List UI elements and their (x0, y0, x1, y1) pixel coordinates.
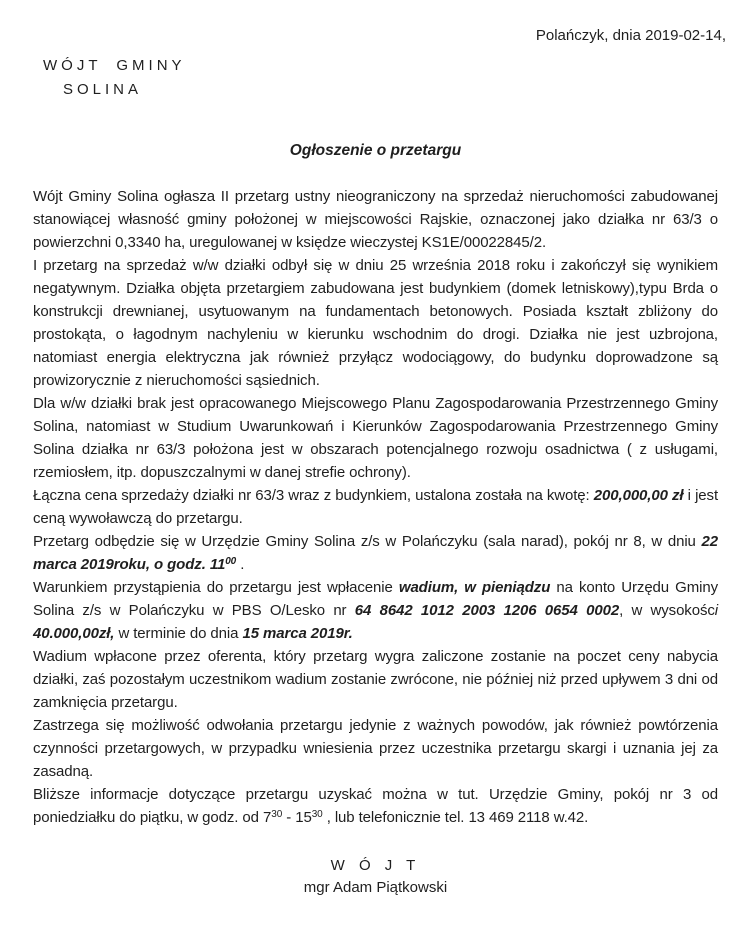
superscript-text: 30 (271, 809, 283, 820)
paragraph-deposit-refund (33, 645, 718, 714)
signature-name: mgr Adam Piątkowski (303, 879, 448, 896)
text-run: na konto Urzędu Gminy Solina z/s w Polańczyku w PBS O/Lesko nr (33, 579, 718, 619)
text-run: Dla w/w działki brak jest opracowanego Miejscowego Planu Zagospodarowania Przestrzennego Gminy Solina, natomiast w Studium Uwarunkowań i Kierunków Zagospodarowania Przestrzennego Gminy Solina działka nr 63/3 położona jest w obszarach potencjalnego rozwoju osadnictwa ( z usługami, rzemiosłem, itp. dopuszczalnymi w danej strefie ochrony). (33, 395, 718, 481)
text-run: Warunkiem przystąpienia do przetargu jest wpłacenie (33, 579, 399, 596)
text-run: Bliższe informacje dotyczące przetargu uzyskać można w tut. Urzędzie Gminy, pokój nr 3 od poniedziałku do piątku, w godz. od 7 (33, 786, 718, 826)
emphasis-text: 22 marca 2019roku, o godz. 11 (33, 533, 718, 573)
text-run: i (714, 602, 718, 619)
text-run: Zastrzega się możliwość odwołania przetargu jedynie z ważnych powodów, jak również powtórzenia czynności przetargowych, w przypadku wniesienia przez uczestnika przetargu skargi i uznania jej za zasadną. (33, 717, 718, 780)
text-run: I przetarg na sprzedaż w/w działki odbył się w dniu 25 września 2018 roku i zakończył się wynikiem negatywnym. Działka objęta przetargiem zabudowana jest budynkiem (domek letniskowy),typu Brda o konstrukcji drewnianej, usytuowanym na fundamentach betonowych. Posiada kształt zbliżony do prostokąta, o łagodnym nachyleniu w kierunku wschodnim do drogi. Działka nie jest uzbrojona, natomiast energia elektryczna jak również przyłącz wodociągowy, do budynku doprowadzone są prowizorycznie z nieruchomości sąsiednich. (33, 257, 718, 389)
text-run: - 15 (282, 809, 312, 826)
text-run: Przetarg odbędzie się w Urzędzie Gminy Solina z/s w Polańczyku (sala narad), pokój nr 8, w dniu (33, 533, 702, 550)
paragraph-first-auction-result (33, 254, 718, 392)
paragraph-announcement (33, 185, 718, 254)
sender-authority: WÓJT GMINY (43, 57, 186, 74)
superscript-text: 00 (225, 556, 237, 567)
sender-block (33, 54, 718, 102)
paragraph-cancellation (33, 714, 718, 783)
emphasis-text: wadium, w pieniądzu (398, 579, 551, 596)
text-run: i jest ceną wywoławczą do przetargu. (33, 487, 719, 527)
emphasis-text: 15 marca 2019r. (242, 625, 353, 642)
text-run: Łączna cena sprzedaży działki nr 63/3 wraz z budynkiem, ustalona została na kwotę: (33, 487, 594, 504)
sender-municipality: SOLINA (63, 81, 143, 98)
emphasis-text: 40.000,00zł, (33, 625, 115, 642)
date-line: Polańczyk, dnia 2019-02-14, (535, 27, 726, 44)
signature-block (33, 855, 718, 899)
document-body (33, 185, 718, 829)
text-run: , w wysokośc (619, 602, 715, 619)
text-run: Wadium wpłacone przez oferenta, który przetarg wygra zaliczone zostanie na poczet ceny nabycia działki, zaś pozostałym uczestnikom wadium zostanie zwrócone, nie później niż przed upływem 3 dni od zamknięcia przetargu. (33, 648, 718, 711)
paragraph-deposit (33, 576, 718, 645)
paragraph-zoning (33, 392, 718, 484)
emphasis-text: 64 8642 1012 2003 1206 0654 0002 (354, 602, 620, 619)
paragraph-price (33, 484, 718, 530)
paragraph-contact-info (33, 783, 718, 829)
signature-role: W Ó J T (330, 857, 421, 874)
text-run: Wójt Gminy Solina ogłasza II przetarg ustny nieograniczony na sprzedaż nieruchomości zabudowanej stanowiącej własność gminy położonej w miejscowości Rajskie, oznaczonej jako działka nr 63/3 o powierzchni 0,3340 ha, uregulowanej w księdze wieczystej KS1E/00022845/2. (33, 188, 718, 251)
emphasis-text: 200,000,00 zł (593, 487, 684, 504)
text-run: . (236, 556, 245, 573)
document-title: Ogłoszenie o przetargu (289, 142, 462, 159)
paragraph-auction-date (33, 530, 718, 576)
text-run: , lub telefonicznie tel. 13 469 2118 w.42. (322, 809, 589, 826)
superscript-text: 30 (311, 809, 323, 820)
text-run: w terminie do dnia (114, 625, 243, 642)
